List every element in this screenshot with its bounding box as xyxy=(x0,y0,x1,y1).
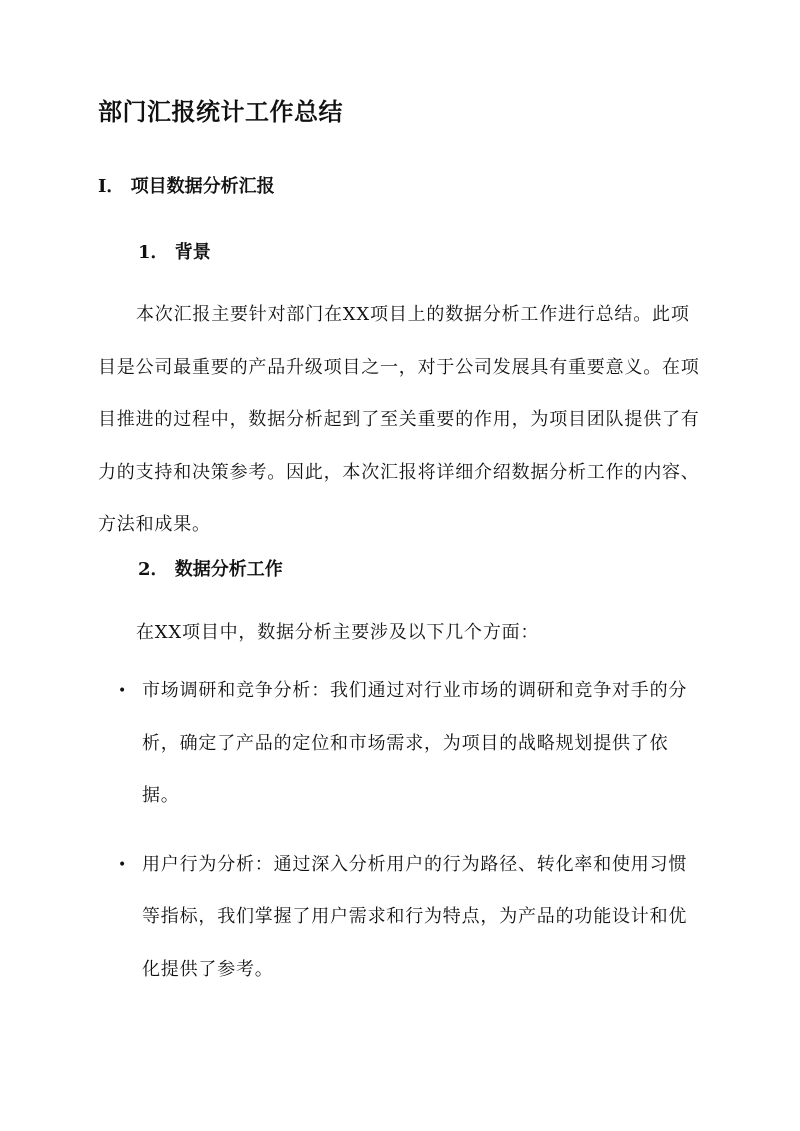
bullet-list xyxy=(112,665,702,996)
bullet-icon: • xyxy=(118,683,128,699)
bullet-icon: • xyxy=(118,856,128,873)
section-heading: I． 项目数据分析汇报 xyxy=(98,176,275,197)
data-analysis-intro: 在XX项目中，数据分析主要涉及以下几个方面： xyxy=(136,622,540,643)
subsection-heading-data-analysis: 2． 数据分析工作 xyxy=(138,559,283,580)
bullet-text: 市场调研和竞争分析：我们通过对行业市场的调研和竞争对手的分析，确定了产品的定位和市场需求，为项目的战略规划提供了依据。 xyxy=(142,680,688,806)
bullet-item-market-research xyxy=(112,665,702,823)
subsection-heading-background: 1． 背景 xyxy=(138,242,211,263)
background-paragraph: 本次汇报主要针对部门在XX项目上的数据分析工作进行总结。此项目是公司最重要的产品升级项目之一，对于公司发展具有重要意义。在项目推进的过程中，数据分析起到了至关重要的作用，为项目团队提供了有力的支持和决策参考。因此，本次汇报将详细介绍数据分析工作的内容、方法和成果。 xyxy=(98,304,700,535)
document-title: 部门汇报统计工作总结 xyxy=(98,97,343,126)
bullet-text: 用户行为分析：通过深入分析用户的行为路径、转化率和使用习惯等指标，我们掌握了用户需求和行为特点，为产品的功能设计和优化提供了参考。 xyxy=(142,853,688,980)
bullet-item-user-behavior xyxy=(112,839,702,997)
